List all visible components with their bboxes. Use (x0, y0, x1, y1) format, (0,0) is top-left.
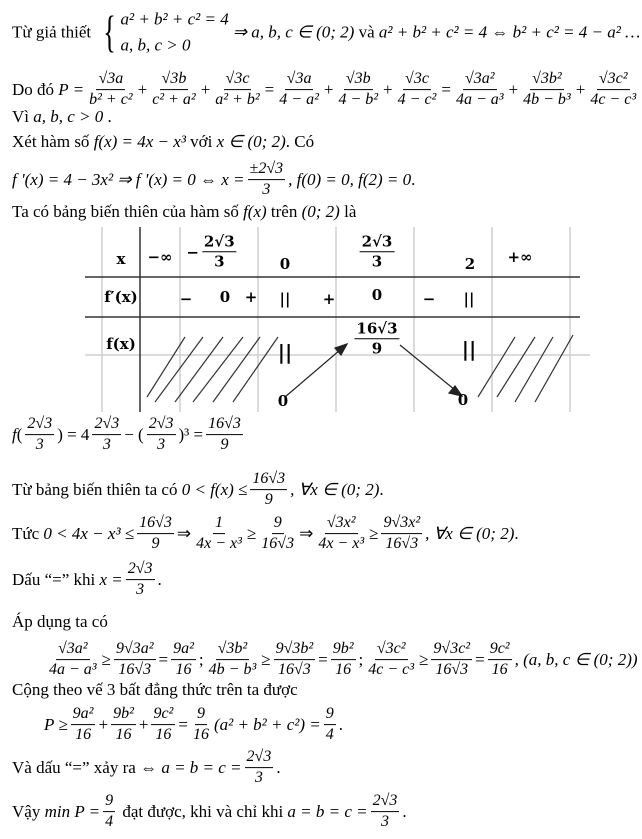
denominator: 4 (325, 726, 334, 744)
text: Tức (12, 524, 44, 543)
numerator: 9 (272, 514, 284, 534)
numerator: √3a² (56, 640, 90, 660)
text: = (178, 715, 188, 734)
text-line (12, 792, 407, 832)
x-value-critical: $\frac{2√3}{3}$ (361, 232, 393, 271)
math-expression: ⇔ a = b = c = (140, 758, 242, 777)
text: . (402, 802, 407, 821)
fraction (191, 705, 211, 745)
fraction (454, 70, 506, 110)
text: Áp dụng ta có (12, 612, 108, 631)
math-expression: , ∀x ∈ (0; 2) (425, 524, 515, 543)
row-label-f: f(x) (106, 335, 136, 353)
numerator: √3a (285, 70, 314, 90)
math-expression: P ≥ (44, 715, 68, 734)
numerator: 9√3b² (274, 640, 316, 660)
math-expression: , (a, b, c ∈ (0; 2)) (514, 650, 638, 669)
text-line (12, 160, 415, 200)
denominator: 4b − b³ (523, 91, 571, 109)
fraction (521, 70, 573, 110)
sign: + (322, 290, 336, 308)
minus-sign: − (186, 243, 199, 261)
fraction (194, 514, 244, 554)
fraction (316, 514, 366, 554)
text-line (12, 680, 298, 700)
sign: || (279, 290, 291, 308)
numerator: 9√3c² (431, 640, 472, 660)
numerator: √3b² (530, 70, 564, 90)
fraction (331, 640, 356, 680)
denominator: 9 (264, 491, 273, 509)
text: ≥ (261, 650, 271, 669)
fraction (111, 705, 136, 745)
math-expression: f(x) (243, 202, 267, 221)
numerator: 9a² (71, 705, 96, 725)
text: đạt được, khi và chỉ khi (118, 802, 288, 821)
denominator: 16 (335, 661, 352, 679)
text: . (338, 715, 344, 734)
text: Ta có bảng biến thiên của hàm số (12, 202, 244, 221)
text: Vì (12, 107, 34, 126)
fraction (431, 640, 472, 680)
sign: + (244, 288, 258, 306)
numerator: 9 (195, 705, 207, 725)
text: . (514, 524, 519, 543)
f-max-value: $\frac{16√3}{9}$ (356, 319, 398, 358)
denominator: 4b − b³ (208, 661, 257, 679)
denominator: 4a − a³ (455, 91, 504, 109)
text: = (264, 80, 275, 99)
text: ; (198, 650, 204, 669)
f-value-zero: 0 (277, 392, 289, 410)
x-value-pos-inf: +∞ (507, 248, 533, 266)
text: . (103, 107, 112, 126)
text-line (12, 470, 384, 510)
denominator: 4x − x³ (318, 535, 365, 553)
text: + (137, 80, 148, 99)
denominator: 9 (220, 436, 229, 454)
numerator: √3b (344, 70, 373, 90)
fraction (92, 415, 121, 455)
f-value-zero: 0 (457, 391, 469, 409)
text: và (354, 22, 379, 41)
denominator: 16√3 (435, 661, 469, 679)
math-expression: 0 < f(x) ≤ (181, 480, 248, 499)
denominator: 4c − c³ (368, 661, 415, 679)
denominator: 16 (155, 726, 172, 744)
text: = (318, 650, 328, 669)
denominator: 3 (136, 581, 145, 599)
numerator: 16√3 (137, 514, 174, 534)
denominator: 16 (491, 661, 508, 679)
denominator: 3 (102, 436, 111, 454)
text: ; (358, 650, 364, 669)
denominator: 16 (192, 726, 209, 744)
denominator: 9 (151, 535, 160, 553)
text: . Có (285, 132, 315, 151)
system-row: a, b, c > 0 (120, 35, 191, 54)
numerator: √3c² (375, 640, 408, 660)
denominator: 3 (254, 769, 263, 787)
fraction (336, 70, 380, 110)
text: Từ bảng biến thiên ta có (12, 480, 182, 499)
x-value-zero: 0 (279, 255, 291, 273)
denominator: 4 − b² (338, 91, 379, 109)
text: + (98, 715, 109, 734)
fraction (248, 160, 286, 200)
text: với (185, 132, 217, 151)
numerator: 2√3 (126, 560, 155, 580)
text: Cộng theo vế 3 bất đẳng thức trên ta được (12, 680, 298, 699)
text: ( (16, 425, 23, 444)
denominator: 16 (75, 726, 92, 744)
math-expression: P = (58, 80, 85, 99)
numerator: √3c (224, 70, 252, 90)
math-expression: f '(x) = 4 − 3x² ⇒ f '(x) = 0 ⇔ x = (12, 170, 245, 189)
row-label-x: x (116, 250, 126, 268)
equation-system (99, 7, 228, 58)
text: . (411, 170, 416, 189)
text: là (339, 202, 357, 221)
fraction (206, 415, 243, 455)
math-expression: a, b, c > 0 (33, 107, 104, 126)
sign: || (463, 290, 475, 308)
math-expression: x = (99, 570, 123, 589)
x-value-two: 2 (464, 255, 476, 273)
numerator: 9 (103, 792, 115, 812)
fraction (126, 560, 155, 600)
undefined-bar: || (461, 337, 477, 361)
numerator: 9b² (331, 640, 356, 660)
text: ) = 4 (57, 425, 90, 444)
text-line (12, 7, 640, 58)
text: ⇒ (176, 524, 192, 543)
math-expression: (0; 2) (301, 202, 340, 221)
fraction (588, 70, 638, 110)
fraction (396, 70, 439, 110)
denominator: 16√3 (385, 535, 419, 553)
numerator: 9 (324, 705, 336, 725)
text-line (44, 705, 343, 745)
numerator: 2√3 (92, 415, 121, 435)
text-line (12, 107, 112, 127)
text-line (12, 748, 281, 788)
fraction (71, 705, 96, 745)
denominator: 3 (35, 436, 44, 454)
text: ≥ (419, 650, 429, 669)
math-expression: f (12, 425, 17, 444)
math-expression: (a² + b² + c²) = (213, 715, 321, 734)
text: Dấu “=” khi (12, 570, 100, 589)
fraction (324, 705, 336, 745)
fraction (488, 640, 512, 680)
text: . (379, 480, 384, 499)
numerator: 9√3x² (381, 514, 422, 534)
x-value-neg-inf: −∞ (147, 248, 173, 266)
math-expression: 0 < 4x − x³ ≤ (43, 524, 135, 543)
text-line (12, 612, 108, 632)
fraction (274, 640, 316, 680)
fraction (151, 705, 175, 745)
text-line (12, 514, 519, 554)
text: )³ = (178, 425, 204, 444)
text: Và dấu “=” xảy ra (12, 758, 141, 777)
numerator: 16√3 (206, 415, 243, 435)
math-expression: a² + b² + c² = 4 ⇔ b² + c² = 4 − a² … (378, 22, 641, 41)
denominator: b² + c² (89, 91, 133, 109)
denominator: 16 (175, 661, 192, 679)
text: + (575, 80, 586, 99)
numerator: 2√3 (147, 415, 176, 435)
fraction (87, 70, 135, 110)
fraction (114, 640, 156, 680)
text-line (12, 132, 314, 152)
text: ≥ (246, 524, 257, 543)
math-expression: min P = (44, 802, 101, 821)
denominator: a² + b² (215, 91, 260, 109)
denominator: c² + a² (152, 91, 196, 109)
fraction (137, 514, 174, 554)
denominator: 16√3 (118, 661, 152, 679)
denominator: 4 − c² (397, 91, 437, 109)
math-expression: f(x) = 4x − x³ (93, 132, 186, 151)
math-expression: , f(0) = 0, f(2) = 0 (288, 170, 412, 189)
sign: − (422, 290, 436, 308)
text: Từ giả thiết (12, 22, 96, 41)
fraction (25, 415, 54, 455)
text-line (12, 560, 162, 600)
numerator: 9b² (111, 705, 136, 725)
denominator: 16√3 (277, 661, 311, 679)
math-expression: x ∈ (0; 2) (216, 132, 286, 151)
denominator: 3 (262, 181, 271, 199)
numerator: 9√3a² (114, 640, 156, 660)
text: + (138, 715, 149, 734)
fraction (381, 514, 422, 554)
denominator: 4a − a³ (49, 661, 97, 679)
denominator: 4c − c³ (590, 91, 637, 109)
numerator: √3c² (597, 70, 630, 90)
numerator: √3a (96, 70, 125, 90)
numerator: 16√3 (250, 470, 287, 490)
fraction (147, 415, 176, 455)
text: ⇒ (299, 524, 314, 543)
denominator: 4 (105, 813, 114, 831)
fraction (366, 640, 416, 680)
text: ≥ (369, 524, 379, 543)
numerator: ±2√3 (248, 160, 286, 180)
fraction (47, 640, 99, 680)
denominator: 3 (381, 813, 390, 831)
math-expression: ⇒ a, b, c ∈ (0; 2) (232, 22, 355, 41)
brace-icon: { (103, 7, 117, 56)
numerator: 9c² (488, 640, 512, 660)
variation-table (85, 227, 590, 412)
text: Vậy (12, 802, 45, 821)
text: + (383, 80, 393, 99)
text-line (12, 70, 641, 110)
sign: − (179, 290, 193, 308)
sign: 0 (219, 288, 231, 306)
fraction (250, 470, 287, 510)
numerator: √3c (403, 70, 431, 90)
fraction (371, 792, 400, 832)
text: + (200, 80, 211, 99)
text: ≥ (101, 650, 111, 669)
text: . (276, 758, 281, 777)
fraction (245, 748, 274, 788)
denominator: 4 − a² (279, 91, 319, 109)
numerator: √3a² (463, 70, 497, 90)
text: = (158, 650, 169, 669)
math-expression: , ∀x ∈ (0; 2) (290, 480, 380, 499)
text: = (441, 80, 451, 99)
sign: 0 (371, 286, 383, 304)
fraction (150, 70, 198, 110)
text: − ( (124, 425, 144, 444)
fraction (103, 792, 115, 832)
fraction (171, 640, 196, 680)
denominator: 3 (157, 436, 166, 454)
numerator: √3b² (216, 640, 250, 660)
math-expression: a = b = c = (287, 802, 368, 821)
text: Do đó (12, 80, 59, 99)
text: trên (266, 202, 302, 221)
x-value-neg-critical: − $\frac{2√3}{3}$ (186, 232, 235, 271)
row-label-fprime: f′(x) (104, 288, 138, 306)
numerator: 9a² (171, 640, 196, 660)
system-row: a² + b² + c² = 4 (120, 9, 229, 29)
text-line (12, 202, 356, 222)
numerator: 9c² (151, 705, 175, 725)
system-rows (120, 7, 228, 58)
fraction (259, 514, 296, 554)
numerator: 2√3 (371, 792, 400, 812)
denominator: 16√3 (261, 535, 295, 553)
text: = (475, 650, 485, 669)
denominator: 16 (115, 726, 132, 744)
fraction (207, 640, 259, 680)
fraction (213, 70, 261, 110)
numerator: 1 (213, 514, 225, 534)
numerator: √3x² (325, 514, 358, 534)
denominator: 4x − x³ (196, 535, 242, 553)
fraction (277, 70, 321, 110)
undefined-bar: || (277, 340, 293, 364)
text: Xét hàm số (12, 132, 94, 151)
text: + (323, 80, 334, 99)
text-line (44, 640, 638, 680)
text: + (508, 80, 519, 99)
numerator: √3b (160, 70, 189, 90)
text-line (12, 415, 246, 455)
text: . (157, 570, 162, 589)
numerator: 2√3 (245, 748, 274, 768)
numerator: 2√3 (25, 415, 54, 435)
